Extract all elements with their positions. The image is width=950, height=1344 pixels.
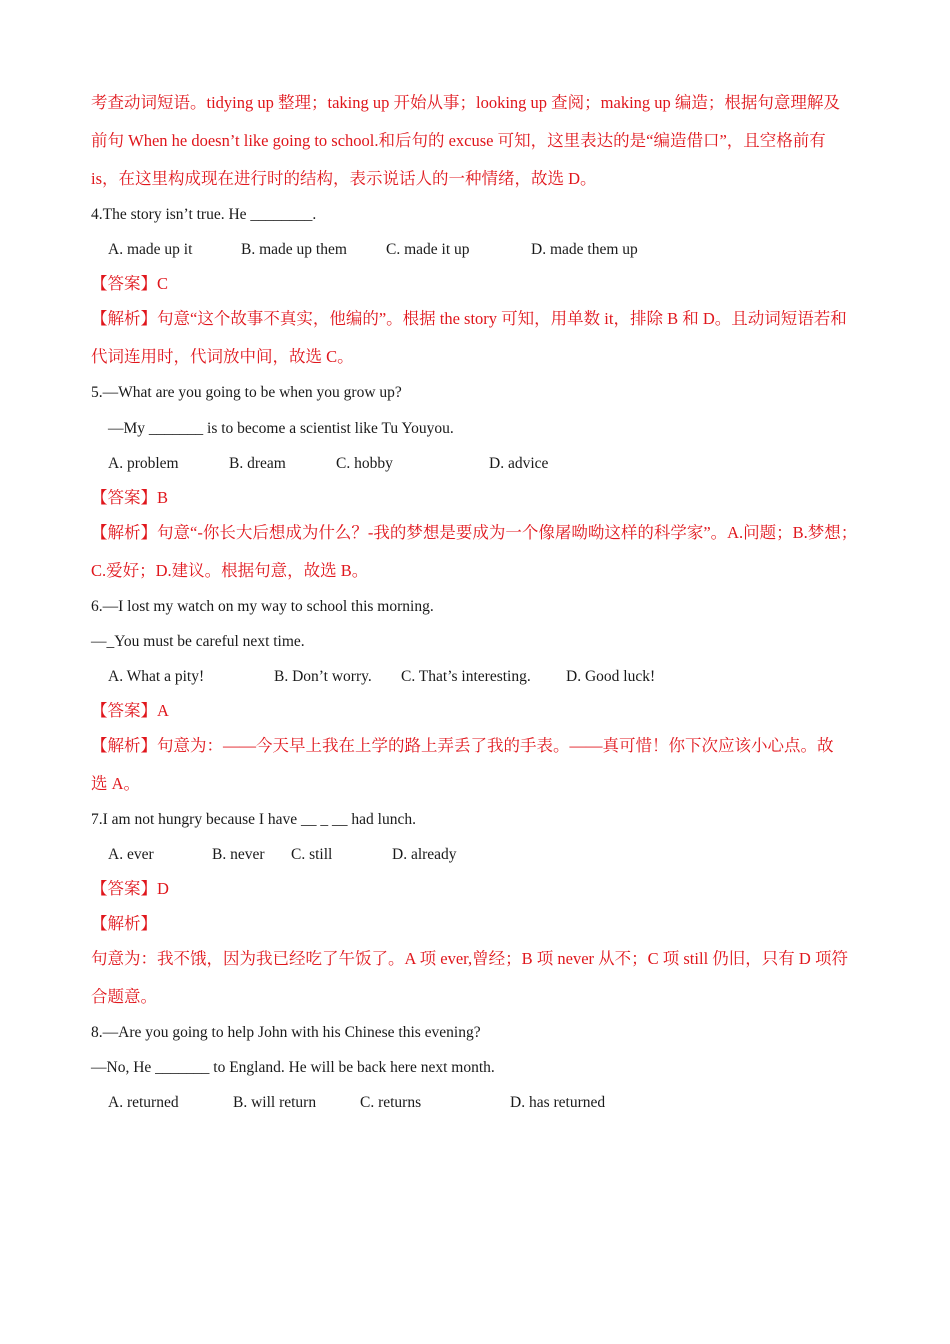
question-6-explanation-line-1: 【解析】句意为：——今天早上我在上学的路上弄丢了我的手表。——真可惜！你下次应该小心点。故 [91,736,834,755]
question-5-option-c: C. hobby [336,455,393,472]
question-7-stem: 7.I am not hungry because I have __ _ __ had lunch. [91,811,416,828]
question-6-stem-reply: —_You must be careful next time. [91,633,305,650]
question-8-stem-reply: —No, He _______ to England. He will be back here next month. [91,1059,495,1076]
question-7-option-b: B. never [212,846,265,863]
question-6-option-d: D. Good luck! [566,668,656,685]
question-5-option-d: D. advice [489,455,549,472]
question-7-option-d: D. already [392,846,457,863]
question-4-explanation-line-2: 代词连用时，代词放中间，故选 C。 [91,347,354,366]
question-6-stem: 6.—I lost my watch on my way to school this morning. [91,598,434,615]
question-5-stem: 5.—What are you going to be when you grow up? [91,384,402,401]
question-6-explanation-line-2: 选 A。 [91,774,141,793]
question-4-option-c: C. made it up [386,241,470,258]
intro-explanation-line-3: is，在这里构成现在进行时的结构，表示说话人的一种情绪，故选 D。 [91,169,597,188]
question-8-option-d: D. has returned [510,1094,606,1111]
question-7-explanation-line-2: 合题意。 [91,987,157,1006]
question-5-explanation-line-2: C.爱好；D.建议。根据句意，故选 B。 [91,561,369,580]
intro-explanation-line-2: 前句 When he doesn’t like going to school.和后句的 excuse 可知，这里表达的是“编造借口”，且空格前有 [91,131,826,150]
question-4-option-d: D. made them up [531,241,638,258]
question-4-answer: 【答案】C [91,274,169,293]
question-4-stem: 4.The story isn’t true. He ________. [91,206,317,223]
question-7-explanation-line-1: 句意为：我不饿，因为我已经吃了午饭了。A 项 ever,曾经；B 项 never 从不；C 项 still 仍旧，只有 D 项符 [91,949,848,968]
question-8-option-a: A. returned [108,1094,179,1111]
question-7-option-a: A. ever [108,846,154,863]
question-4-explanation-line-1: 【解析】句意“这个故事不真实，他编的”。根据 the story 可知，用单数 it，排除 B 和 D。且动词短语若和 [91,309,847,328]
question-8-option-c: C. returns [360,1094,422,1111]
question-8-stem: 8.—Are you going to help John with his Chinese this evening? [91,1024,481,1041]
question-6-option-c: C. That’s interesting. [401,668,531,685]
question-5-explanation-line-1: 【解析】句意“-你长大后想成为什么？-我的梦想是要成为一个像屠呦呦这样的科学家”。A.问题；B.梦想； [91,523,858,542]
question-5-option-b: B. dream [229,455,286,472]
question-5-option-a: A. problem [108,455,179,472]
question-6-answer: 【答案】A [91,701,169,720]
question-7-explanation-label: 【解析】 [91,914,157,933]
question-5-answer: 【答案】B [91,488,169,507]
question-7-answer: 【答案】D [91,879,169,898]
question-5-stem-reply: —My _______ is to become a scientist like Tu Youyou. [108,420,454,437]
question-6-option-a: A. What a pity! [108,668,205,685]
intro-explanation-line-1: 考查动词短语。tidying up 整理；taking up 开始从事；looking up 查阅；making up 编造；根据句意理解及 [91,93,840,112]
question-4-option-b: B. made up them [241,241,347,258]
question-6-option-b: B. Don’t worry. [274,668,372,685]
question-7-option-c: C. still [291,846,333,863]
question-4-option-a: A. made up it [108,241,193,258]
question-8-option-b: B. will return [233,1094,317,1111]
